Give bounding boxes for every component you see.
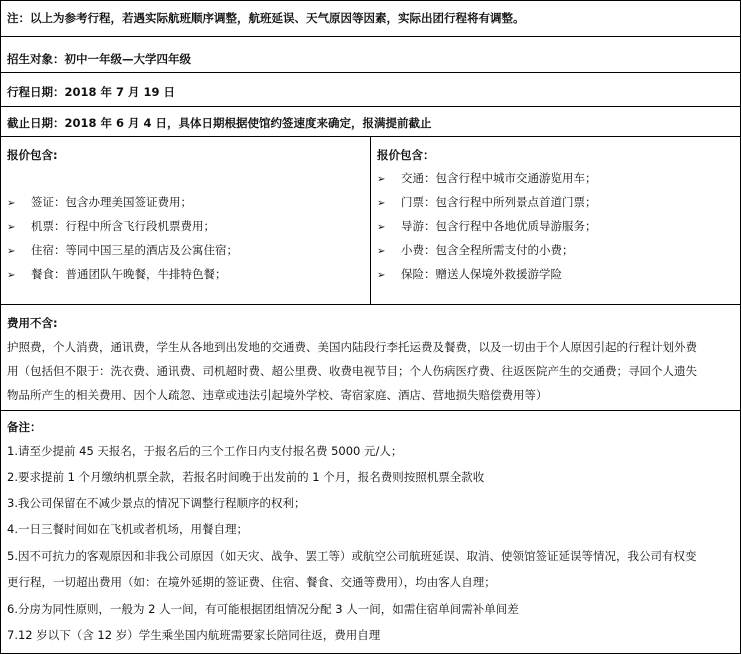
note-row	[1, 1, 740, 37]
included-right-heading: 报价包含：	[377, 148, 435, 162]
included-right-column	[371, 137, 740, 304]
remarks-heading: 备注：	[7, 420, 42, 434]
remarks-line: 3.我公司保留在不减少景点的情况下调整行程顺序的权利；	[7, 496, 306, 510]
included-right-item: ➢ 门票：包含行程中所列景点首道门票；	[377, 195, 597, 209]
note-text: 注：以上为参考行程，若遇实际航班顺序调整，航班延误、天气原因等因素，实际出团行程将有调整。	[7, 11, 525, 25]
enrollment-row	[1, 37, 740, 73]
included-left-item: ➢ 签证：包含办理美国签证费用；	[7, 195, 192, 209]
bullet-arrow-icon: ➢	[7, 246, 16, 257]
bullet-arrow-icon: ➢	[377, 270, 386, 281]
bullet-arrow-icon: ➢	[377, 222, 386, 233]
remarks-line: 4.一日三餐时间如在飞机或者机场，用餐自理；	[7, 522, 248, 536]
trip-date-row	[1, 73, 740, 107]
remarks-line: 2.要求提前 1 个月缴纳机票全款，若报名时间晚于出发前的 1 个月，报名费则按照机票全款收	[7, 470, 485, 484]
deadline-text: 截止日期：2018 年 6 月 4 日，具体日期根据使馆约签速度来确定，报满提前截止	[7, 116, 432, 130]
remarks-line: 5.因不可抗力的客观原因和非我公司原因（如天灾、战争、罢工等）或航空公司航班延误、取消、使领馆签证延误等情况，我公司有权变	[7, 549, 697, 563]
excluded-section	[1, 305, 740, 411]
bullet-arrow-icon: ➢	[377, 198, 386, 209]
included-left-column	[1, 137, 371, 304]
bullet-arrow-icon: ➢	[7, 270, 16, 281]
excluded-line: 护照费，个人消费，通讯费，学生从各地到出发地的交通费、美国内陆段行李托运费及餐费，以及一切由于个人原因引起的行程计划外费	[7, 340, 697, 354]
bullet-arrow-icon: ➢	[7, 222, 16, 233]
remarks-section	[1, 411, 740, 653]
included-right-item: ➢ 交通：包含行程中城市交通游览用车；	[377, 171, 597, 185]
remarks-line: 7.12 岁以下（含 12 岁）学生乘坐国内航班需要家长陪同往返，费用自理	[7, 628, 381, 642]
remarks-line: 1.请至少提前 45 天报名，于报名后的三个工作日内支付报名费 5000 元/人；	[7, 444, 403, 458]
bullet-arrow-icon: ➢	[7, 198, 16, 209]
bullet-arrow-icon: ➢	[377, 246, 386, 257]
trip-date-text: 行程日期：2018 年 7 月 19 日	[7, 85, 176, 99]
included-left-item: ➢ 住宿：等同中国三星的酒店及公寓住宿；	[7, 243, 238, 257]
included-right-item: ➢ 小费：包含全程所需支付的小费；	[377, 243, 574, 257]
remarks-line: 6.分房为同性原则，一般为 2 人一间，有可能根据团组情况分配 3 人一间，如需住宿单间需补单间差	[7, 602, 519, 616]
excluded-heading: 费用不含:	[7, 316, 58, 330]
excluded-line: 用（包括但不限于：洗衣费、通讯费、司机超时费、超公里费、收费电视节目；个人伤病医疗费、往返医院产生的交通费；寻回个人遗失	[7, 364, 697, 378]
included-right-item: ➢ 导游：包含行程中各地优质导游服务；	[377, 219, 597, 233]
included-left-item: ➢ 机票：行程中所含飞行段机票费用；	[7, 219, 215, 233]
bullet-arrow-icon: ➢	[377, 174, 386, 185]
remarks-line: 更行程，一切超出费用（如：在境外延期的签证费、住宿、餐食、交通等费用），均由客人自理；	[7, 575, 496, 589]
included-left-item: ➢ 餐食：普通团队午晚餐，牛排特色餐；	[7, 267, 227, 281]
excluded-line: 物品所产生的相关费用、因个人疏忽、违章或违法引起境外学校、寄宿家庭、酒店、营地损失赔偿费用等）	[7, 388, 548, 402]
included-right-item: ➢ 保险：赠送人保境外救援游学险	[377, 267, 562, 281]
deadline-row	[1, 107, 740, 137]
included-section	[1, 137, 740, 305]
enrollment-text: 招生对象：初中一年级—大学四年级	[7, 52, 191, 66]
included-left-heading: 报价包含:	[7, 148, 58, 162]
